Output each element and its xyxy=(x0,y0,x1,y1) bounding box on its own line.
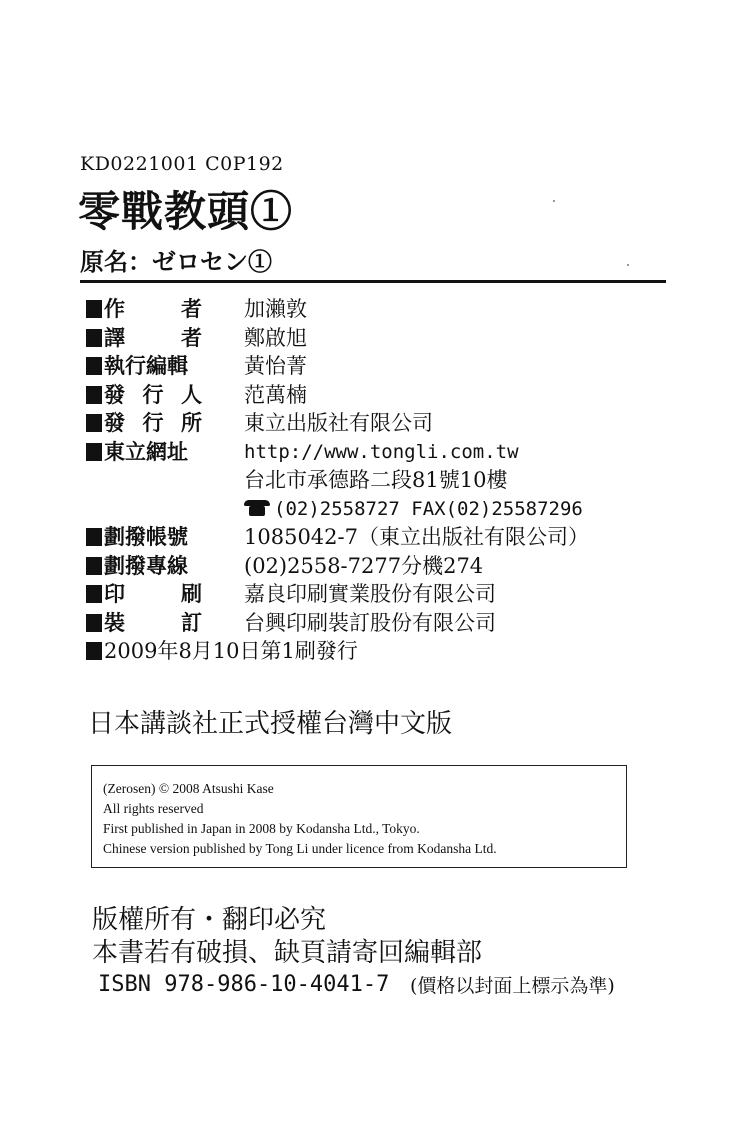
credit-row xyxy=(86,523,589,552)
bullet-square-icon xyxy=(86,528,102,546)
credit-value: (02)2558-7277分機274 xyxy=(244,553,484,578)
bullet-square-icon xyxy=(86,329,102,347)
bullet-square-icon xyxy=(86,386,102,404)
credit-value: 黃怡菁 xyxy=(244,354,307,378)
copyright-line: First published in Japan in 2008 by Kodansha Ltd., Tokyo. xyxy=(103,821,420,836)
credit-label: 執行編輯 xyxy=(104,353,188,378)
phone-fax xyxy=(244,495,583,524)
credit-label: 劃撥專線 xyxy=(104,552,188,578)
scan-speck xyxy=(553,200,555,202)
credit-value: 嘉良印刷實業股份有限公司 xyxy=(244,582,496,606)
bullet-square-icon xyxy=(86,557,102,575)
telephone-icon xyxy=(244,500,270,516)
divider xyxy=(80,280,666,283)
credit-label: 作 者 xyxy=(104,296,202,321)
credit-row xyxy=(86,495,589,524)
credit-label: 發 行 所 xyxy=(104,410,202,435)
credit-row xyxy=(86,352,589,381)
original-title: 原名：ゼロセン① xyxy=(80,247,272,276)
credit-label: 印 刷 xyxy=(104,581,202,606)
credit-value: 加瀨敦 xyxy=(244,297,307,321)
credit-row xyxy=(86,438,589,467)
credit-row xyxy=(86,324,589,353)
credit-label: 劃撥帳號 xyxy=(104,524,188,549)
product-code: KD0221001 C0P192 xyxy=(80,153,284,175)
bullet-square-icon xyxy=(86,614,102,632)
price-note: (價格以封面上標示為準) xyxy=(410,975,615,997)
credit-value: 1085042-7（東立出版社有限公司） xyxy=(244,525,589,549)
credit-row xyxy=(86,381,589,410)
credit-value: 台興印刷裝訂股份有限公司 xyxy=(244,610,496,635)
credit-row xyxy=(86,466,589,495)
credit-label: 譯 者 xyxy=(104,324,202,350)
isbn: ISBN 978-986-10-4041-7 xyxy=(98,972,390,997)
bullet-square-icon xyxy=(86,642,102,660)
credit-label: 裝 訂 xyxy=(104,609,202,635)
bullet-square-icon xyxy=(86,357,102,375)
rights-notice: 版權所有・翻印必究 xyxy=(92,905,327,935)
copyright-line: All rights reserved xyxy=(103,801,204,816)
credit-row xyxy=(86,552,589,581)
credit-label: 東立網址 xyxy=(104,438,188,464)
credit-value: 范萬楠 xyxy=(244,382,307,407)
credit-value: 鄭啟旭 xyxy=(244,325,307,350)
publish-date: 2009年8月10日第1刷發行 xyxy=(104,639,358,663)
address: 台北市承德路二段81號10樓 xyxy=(244,468,508,492)
credit-row xyxy=(86,295,589,324)
credit-row xyxy=(86,580,589,609)
book-title: 零戰教頭① xyxy=(78,187,294,236)
credit-row xyxy=(86,637,589,666)
bullet-square-icon xyxy=(86,443,102,461)
scan-speck xyxy=(627,264,629,266)
bullet-square-icon xyxy=(86,585,102,603)
license-note: 日本講談社正式授權台灣中文版 xyxy=(88,709,453,739)
bullet-square-icon xyxy=(86,414,102,432)
credit-row xyxy=(86,609,589,638)
copyright-line: (Zerosen) © 2008 Atsushi Kase xyxy=(103,781,274,796)
bullet-square-icon xyxy=(86,300,102,318)
website-url[interactable]: http://www.tongli.com.tw xyxy=(244,440,519,463)
credit-value: 東立出版社有限公司 xyxy=(244,411,433,435)
copyright-line: Chinese version published by Tong Li under licence from Kodansha Ltd. xyxy=(103,841,497,856)
credit-row xyxy=(86,409,589,438)
credit-label: 發 行 人 xyxy=(104,381,202,407)
damage-notice: 本書若有破損、缺頁請寄回編輯部 xyxy=(92,938,483,968)
phone-fax-text: (02)2558727 FAX(02)25587296 xyxy=(274,497,583,520)
credits-list xyxy=(86,295,589,666)
copyright-box xyxy=(91,765,627,868)
